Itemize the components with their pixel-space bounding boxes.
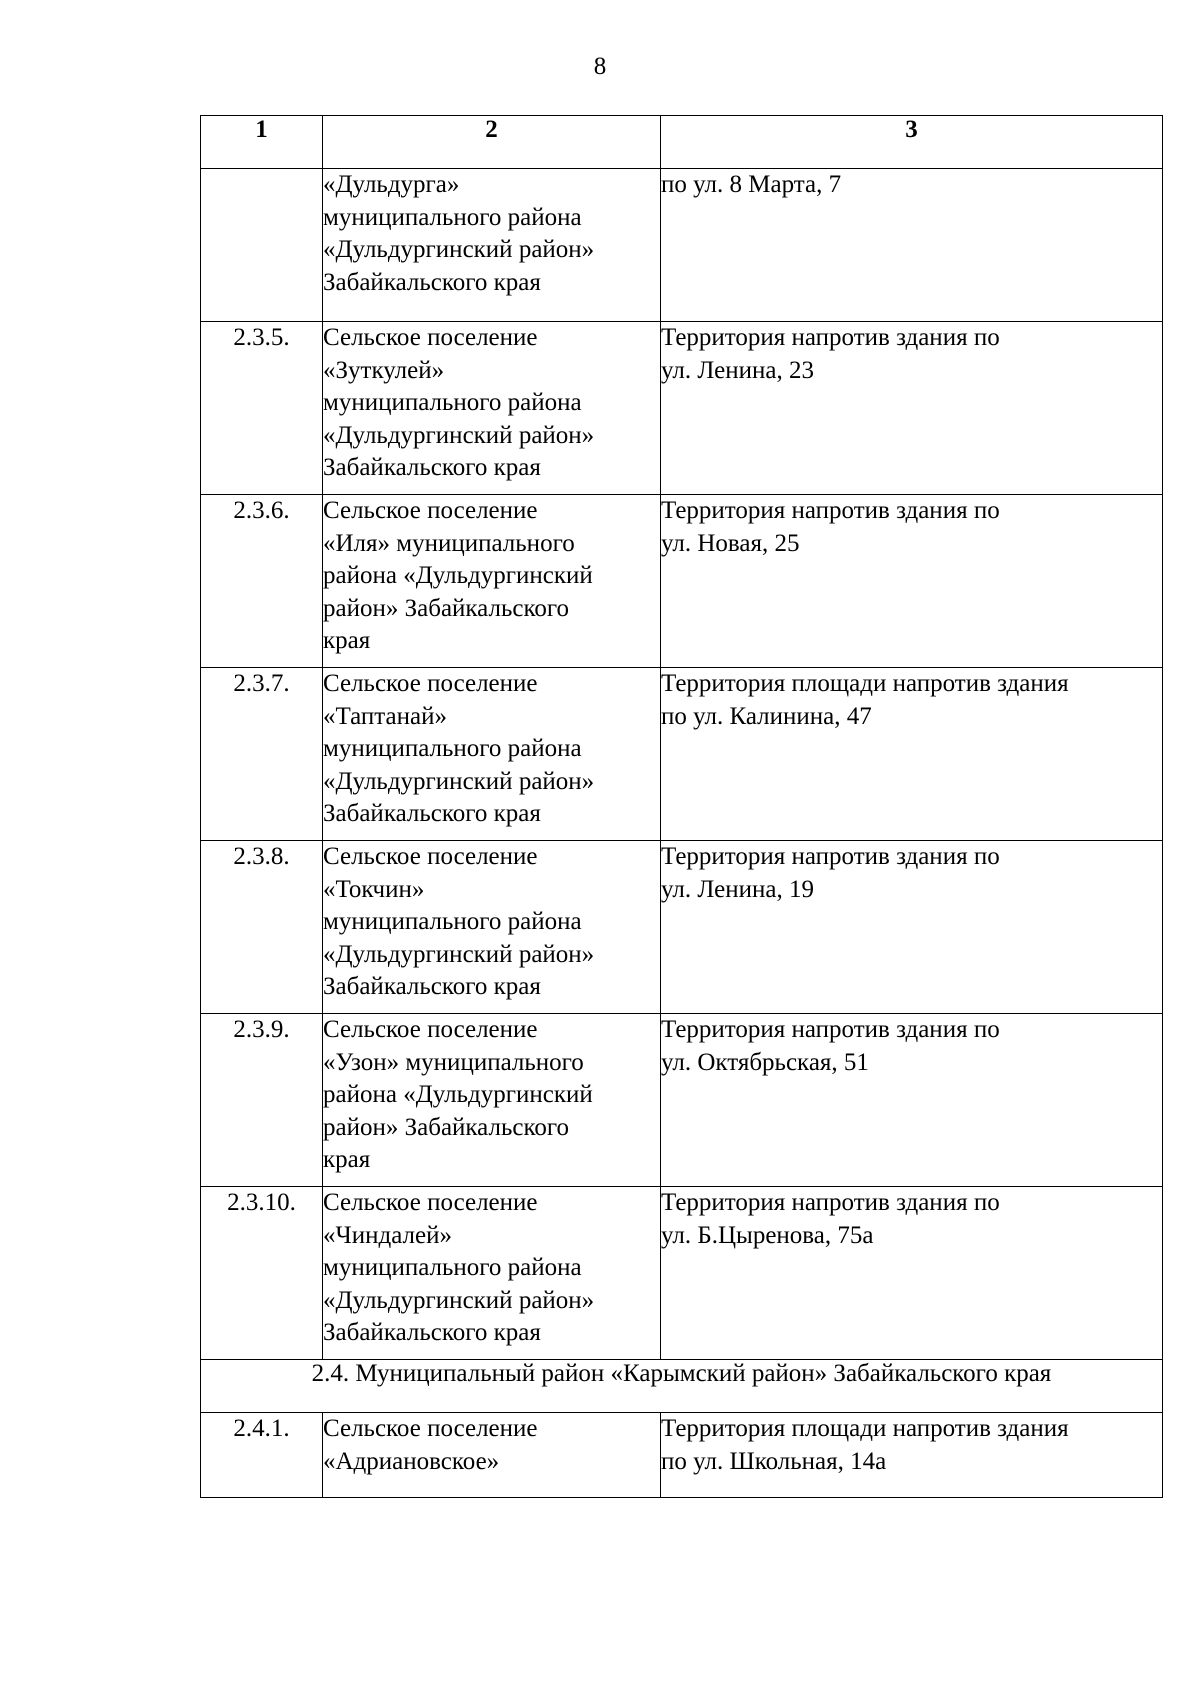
section-heading-row [201,1360,1163,1413]
column-header-1: 1 [201,116,323,169]
location-description: Территория напротив здания по ул. Новая, 25 [661,495,1163,668]
location-description: Территория напротив здания по ул. Октябрьская, 51 [661,1014,1163,1187]
location-description: Территория напротив здания по ул. Ленина, 23 [661,322,1163,495]
table-row [201,322,1163,495]
settlement-name: Сельское поселение «Узон» муниципального района «Дульдургинский район» Забайкальского края [323,1014,661,1187]
row-number: 2.3.9. [201,1014,323,1187]
settlements-table [200,115,1163,1498]
row-number: 2.3.7. [201,668,323,841]
table-row [201,495,1163,668]
location-description: Территория напротив здания по ул. Б.Цыренова, 75а [661,1187,1163,1360]
section-heading: 2.4. Муниципальный район «Карымский район» Забайкальского края [201,1360,1163,1413]
row-number: 2.3.10. [201,1187,323,1360]
location-description: по ул. 8 Марта, 7 [661,169,1163,322]
settlement-name: Сельское поселение «Зуткулей» муниципального района «Дульдургинский район» Забайкальского края [323,322,661,495]
settlement-name: Сельское поселение «Иля» муниципального района «Дульдургинский район» Забайкальского края [323,495,661,668]
row-number: 2.3.8. [201,841,323,1014]
page-number: 8 [593,53,607,80]
settlement-name: «Дульдурга» муниципального района «Дульдургинский район» Забайкальского края [323,169,661,322]
settlement-name: Сельское поселение «Чиндалей» муниципального района «Дульдургинский район» Забайкальского края [323,1187,661,1360]
settlement-name: Сельское поселение «Адриановское» [323,1413,661,1498]
table-row [201,1187,1163,1360]
table-row [201,169,1163,322]
settlement-name: Сельское поселение «Таптанай» муниципального района «Дульдургинский район» Забайкальского края [323,668,661,841]
table-row [201,668,1163,841]
location-description: Территория площади напротив здания по ул. Калинина, 47 [661,668,1163,841]
column-header-3: 3 [661,116,1163,169]
row-number: 2.3.5. [201,322,323,495]
table-row [201,1014,1163,1187]
location-description: Территория площади напротив здания по ул. Школьная, 14а [661,1413,1163,1498]
column-header-2: 2 [323,116,661,169]
table-row [201,841,1163,1014]
row-number: 2.4.1. [201,1413,323,1498]
row-number: 2.3.6. [201,495,323,668]
settlement-name: Сельское поселение «Токчин» муниципального района «Дульдургинский район» Забайкальского края [323,841,661,1014]
row-number [201,169,323,322]
table-row [201,1413,1163,1498]
location-description: Территория напротив здания по ул. Ленина, 19 [661,841,1163,1014]
table-header-row [201,116,1163,169]
